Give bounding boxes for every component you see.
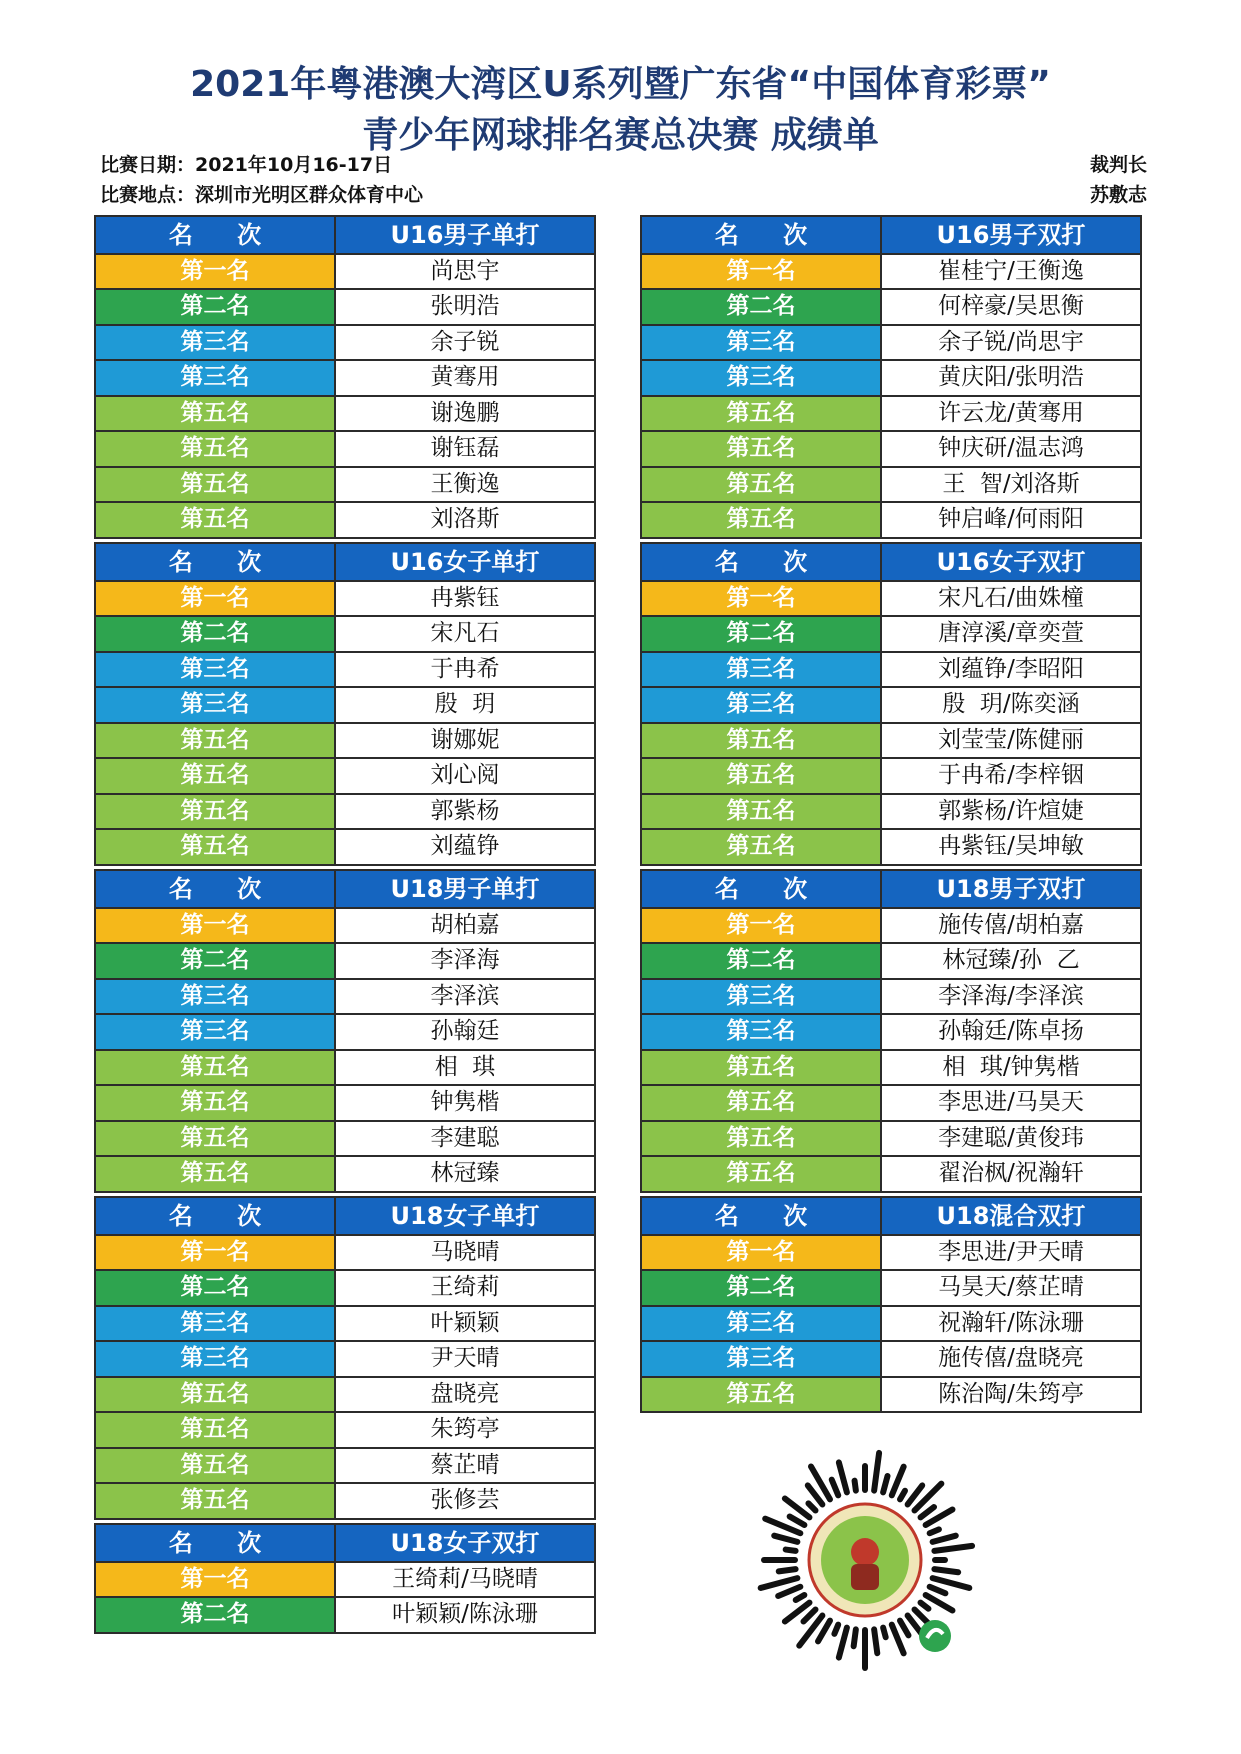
results-table-u16-boys-doubles (640, 215, 1142, 539)
rank-cell: 第二名 (96, 1598, 336, 1632)
rank-cell: 第三名 (642, 326, 882, 360)
player-name-cell: 郭紫杨 (336, 795, 594, 829)
rank-cell: 第五名 (96, 1157, 336, 1191)
table-row (96, 978, 594, 1014)
table-row (96, 1049, 594, 1085)
qr-ray (930, 1529, 939, 1533)
table-row (96, 686, 594, 722)
table-row (642, 615, 1140, 651)
table-row (96, 1411, 594, 1447)
table-row (96, 288, 594, 324)
player-name-cell: 宋凡石 (336, 617, 594, 651)
player-name-cell: 黄庆阳/张明浩 (882, 361, 1140, 395)
qr-ray (934, 1569, 958, 1572)
rank-cell: 第三名 (642, 653, 882, 687)
qr-ray (778, 1587, 800, 1596)
table-row (642, 942, 1140, 978)
table-header-row (642, 544, 1140, 580)
match-venue: 比赛地点：深圳市光明区群众体育中心 (100, 184, 424, 206)
table-header-row (96, 1525, 594, 1561)
player-name-cell: 钟庆研/温志鸿 (882, 432, 1140, 466)
player-name-cell: 王绮莉 (336, 1271, 594, 1305)
rank-cell: 第五名 (642, 1051, 882, 1085)
player-name-cell: 钟隽楷 (336, 1086, 594, 1120)
rank-cell: 第五名 (642, 795, 882, 829)
player-name-cell: 盘晓亮 (336, 1378, 594, 1412)
table-row (642, 793, 1140, 829)
player-name-cell: 林冠臻 (336, 1157, 594, 1191)
table-row (642, 828, 1140, 864)
player-name-cell: 张明浩 (336, 290, 594, 324)
rank-cell: 第二名 (96, 944, 336, 978)
rank-cell: 第五名 (96, 795, 336, 829)
table-row (96, 1084, 594, 1120)
table-row (96, 1482, 594, 1518)
player-name-cell: 冉紫钰/吴坤敏 (882, 830, 1140, 864)
results-table-u16-boys-singles (94, 215, 596, 539)
rank-cell: 第五名 (96, 1449, 336, 1483)
rank-cell: 第五名 (96, 1122, 336, 1156)
results-table-u18-boys-singles (94, 869, 596, 1193)
table-row (642, 1120, 1140, 1156)
qr-ray (839, 1462, 847, 1492)
player-name-cell: 李思进/尹天晴 (882, 1236, 1140, 1270)
results-table-u16-girls-singles (94, 542, 596, 866)
table-header-row (642, 217, 1140, 253)
player-name-cell: 刘心阅 (336, 759, 594, 793)
rank-cell: 第二名 (96, 290, 336, 324)
event-column-header: U16女子单打 (336, 544, 594, 580)
rank-cell: 第三名 (96, 1342, 336, 1376)
player-name-cell: 王衡逸 (336, 468, 594, 502)
results-table-u16-girls-doubles (640, 542, 1142, 866)
rank-cell: 第五名 (96, 1086, 336, 1120)
table-row (96, 615, 594, 651)
match-date: 比赛日期：2021年10月16-17日 (100, 154, 393, 176)
qr-ray (855, 1481, 856, 1491)
table-row (96, 1234, 594, 1270)
rank-cell: 第一名 (642, 582, 882, 616)
table-row (642, 253, 1140, 289)
table-row (642, 501, 1140, 537)
rank-cell: 第五名 (96, 397, 336, 431)
table-row (642, 651, 1140, 687)
qr-ray (921, 1603, 929, 1609)
table-row (642, 722, 1140, 758)
qr-ray (874, 1629, 877, 1653)
qr-ray (790, 1517, 805, 1526)
player-name-cell: 马晓晴 (336, 1236, 594, 1270)
table-row (642, 757, 1140, 793)
player-name-cell: 刘洛斯 (336, 503, 594, 537)
player-name-cell: 余子锐/尚思宇 (882, 326, 1140, 360)
table-row (96, 1596, 594, 1632)
event-column-header: U16女子双打 (882, 544, 1140, 580)
event-column-header: U18男子双打 (882, 871, 1140, 907)
rank-cell: 第五名 (642, 503, 882, 537)
table-row (642, 1155, 1140, 1191)
rank-cell: 第三名 (96, 653, 336, 687)
table-row (96, 324, 594, 360)
results-table-u18-mixed-doubles (640, 1196, 1142, 1413)
rank-column-header: 名 次 (96, 1525, 336, 1561)
table-row (96, 942, 594, 978)
table-row (96, 1120, 594, 1156)
table-row (96, 1447, 594, 1483)
rank-cell: 第五名 (642, 830, 882, 864)
table-row (642, 395, 1140, 431)
event-column-header: U18男子单打 (336, 871, 594, 907)
player-name-cell: 施传僖/胡柏嘉 (882, 909, 1140, 943)
player-name-cell: 王绮莉/马晓晴 (336, 1563, 594, 1597)
rank-cell: 第二名 (642, 290, 882, 324)
table-row (642, 466, 1140, 502)
table-row (96, 359, 594, 395)
rank-cell: 第五名 (96, 432, 336, 466)
qr-ray (933, 1536, 956, 1542)
player-name-cell: 谢逸鹏 (336, 397, 594, 431)
table-row (96, 253, 594, 289)
player-name-cell: 许云龙/黄骞用 (882, 397, 1140, 431)
player-name-cell: 马昊天/蔡芷晴 (882, 1271, 1140, 1305)
table-row (642, 1340, 1140, 1376)
rank-cell: 第五名 (642, 1157, 882, 1191)
qr-ray (921, 1507, 934, 1517)
rank-cell: 第五名 (642, 397, 882, 431)
player-name-cell: 李建聪/黄俊玮 (882, 1122, 1140, 1156)
rank-cell: 第三名 (642, 1015, 882, 1049)
table-header-row (96, 871, 594, 907)
table-row (96, 793, 594, 829)
table-row (96, 828, 594, 864)
player-name-cell: 胡柏嘉 (336, 909, 594, 943)
rank-column-header: 名 次 (642, 217, 882, 253)
player-name-cell: 陈治陶/朱筠亭 (882, 1378, 1140, 1412)
referee-name: 苏敷志 (1089, 184, 1147, 206)
player-name-cell: 殷 玥/陈奕涵 (882, 688, 1140, 722)
player-name-cell: 孙翰廷/陈卓扬 (882, 1015, 1140, 1049)
table-row (642, 430, 1140, 466)
rank-cell: 第二名 (642, 944, 882, 978)
table-row (96, 1305, 594, 1341)
table-header-row (96, 544, 594, 580)
event-column-header: U18女子单打 (336, 1198, 594, 1234)
player-name-cell: 于冉希 (336, 653, 594, 687)
table-row (96, 1376, 594, 1412)
qr-ray (874, 1453, 879, 1491)
qr-ray (900, 1621, 909, 1636)
player-name-cell: 相 琪/钟隽楷 (882, 1051, 1140, 1085)
rank-cell: 第五名 (642, 1378, 882, 1412)
player-name-cell: 蔡芷晴 (336, 1449, 594, 1483)
qr-ray (930, 1587, 946, 1594)
event-column-header: U18女子双打 (336, 1525, 594, 1561)
wechat-mini-program-code-icon[interactable] (745, 1440, 985, 1680)
player-name-cell: 何梓豪/吴思衡 (882, 290, 1140, 324)
rank-cell: 第三名 (642, 980, 882, 1014)
table-row (96, 907, 594, 943)
table-row (642, 324, 1140, 360)
rank-cell: 第一名 (96, 582, 336, 616)
rank-cell: 第五名 (642, 724, 882, 758)
rank-cell: 第二名 (642, 617, 882, 651)
rank-cell: 第三名 (642, 1307, 882, 1341)
table-row (642, 686, 1140, 722)
results-table-u18-girls-singles (94, 1196, 596, 1520)
rank-cell: 第五名 (96, 468, 336, 502)
player-name-cell: 谢娜妮 (336, 724, 594, 758)
player-name-cell: 崔桂宁/王衡逸 (882, 255, 1140, 289)
qr-ray (883, 1628, 886, 1638)
player-name-cell: 李建聪 (336, 1122, 594, 1156)
player-name-cell: 相 琪 (336, 1051, 594, 1085)
rank-cell: 第三名 (96, 1307, 336, 1341)
player-name-cell: 林冠臻/孙 乙 (882, 944, 1140, 978)
table-row (642, 1305, 1140, 1341)
qr-ray (834, 1625, 838, 1634)
player-name-cell: 祝瀚轩/陈泳珊 (882, 1307, 1140, 1341)
player-name-cell: 尚思宇 (336, 255, 594, 289)
rank-cell: 第五名 (96, 1378, 336, 1412)
table-row (96, 1013, 594, 1049)
rank-cell: 第二名 (96, 617, 336, 651)
table-row (96, 501, 594, 537)
referee-label: 裁判长 (1089, 154, 1147, 176)
player-name-cell: 李泽海/李泽滨 (882, 980, 1140, 1014)
rank-column-header: 名 次 (642, 544, 882, 580)
table-row (642, 580, 1140, 616)
table-row (96, 651, 594, 687)
qr-ray (854, 1629, 856, 1646)
event-column-header: U16男子双打 (882, 217, 1140, 253)
rank-cell: 第三名 (96, 361, 336, 395)
table-row (642, 907, 1140, 943)
rank-cell: 第五名 (96, 1051, 336, 1085)
rank-cell: 第三名 (96, 980, 336, 1014)
table-header-row (96, 1198, 594, 1234)
player-name-cell: 张修芸 (336, 1484, 594, 1518)
table-row (96, 466, 594, 502)
player-name-cell: 唐淳溪/章奕萱 (882, 617, 1140, 651)
player-name-cell: 刘莹莹/陈健丽 (882, 724, 1140, 758)
table-row (642, 1084, 1140, 1120)
rank-cell: 第五名 (96, 1413, 336, 1447)
table-row (96, 722, 594, 758)
player-name-cell: 冉紫钰 (336, 582, 594, 616)
rank-cell: 第五名 (96, 724, 336, 758)
rank-cell: 第一名 (642, 255, 882, 289)
page-title-line-1: 2021年粤港澳大湾区U系列暨广东省“中国体育彩票” (190, 64, 1051, 105)
rank-cell: 第一名 (96, 1563, 336, 1597)
player-name-cell: 宋凡石/曲姝橦 (882, 582, 1140, 616)
rank-cell: 第五名 (96, 1484, 336, 1518)
player-name-cell: 尹天晴 (336, 1342, 594, 1376)
qr-ray (900, 1491, 905, 1500)
qr-ray (774, 1536, 797, 1542)
table-row (642, 1234, 1140, 1270)
table-header-row (96, 217, 594, 253)
player-name-cell: 翟治枫/祝瀚轩 (882, 1157, 1140, 1191)
player-name-cell: 叶颖颖/陈泳珊 (336, 1598, 594, 1632)
player-name-cell: 钟启峰/何雨阳 (882, 503, 1140, 537)
rank-column-header: 名 次 (96, 544, 336, 580)
player-name-cell: 李泽滨 (336, 980, 594, 1014)
qr-ray (934, 1546, 972, 1551)
rank-column-header: 名 次 (96, 1198, 336, 1234)
rank-cell: 第一名 (642, 909, 882, 943)
table-row (642, 1269, 1140, 1305)
rank-cell: 第三名 (96, 326, 336, 360)
rank-cell: 第三名 (642, 688, 882, 722)
player-name-cell: 殷 玥 (336, 688, 594, 722)
event-column-header: U18混合双打 (882, 1198, 1140, 1234)
player-name-cell: 谢钰磊 (336, 432, 594, 466)
player-name-cell: 郭紫杨/许煊婕 (882, 795, 1140, 829)
rank-column-header: 名 次 (642, 871, 882, 907)
rank-cell: 第三名 (96, 688, 336, 722)
qr-ray (786, 1550, 796, 1551)
player-name-cell: 王 智/刘洛斯 (882, 468, 1140, 502)
rank-column-header: 名 次 (96, 871, 336, 907)
rank-cell: 第二名 (96, 1271, 336, 1305)
qr-ray (933, 1578, 970, 1588)
table-row (96, 1340, 594, 1376)
rank-cell: 第五名 (642, 1122, 882, 1156)
player-name-cell: 余子锐 (336, 326, 594, 360)
rank-cell: 第一名 (96, 1236, 336, 1270)
player-name-cell: 黄骞用 (336, 361, 594, 395)
page-title-line-2: 青少年网球排名赛总决赛 成绩单 (362, 115, 879, 156)
qr-ray (803, 1609, 815, 1621)
player-name-cell: 孙翰廷 (336, 1015, 594, 1049)
table-row (642, 359, 1140, 395)
table-row (96, 1561, 594, 1597)
rank-cell: 第三名 (642, 361, 882, 395)
rank-column-header: 名 次 (642, 1198, 882, 1234)
player-name-cell: 朱筠亭 (336, 1413, 594, 1447)
table-row (642, 1376, 1140, 1412)
event-column-header: U16男子单打 (336, 217, 594, 253)
rank-cell: 第五名 (642, 468, 882, 502)
table-row (642, 288, 1140, 324)
player-name-cell: 施传僖/盘晓亮 (882, 1342, 1140, 1376)
rank-cell: 第五名 (96, 503, 336, 537)
qr-ray (839, 1628, 847, 1658)
player-name-cell: 刘蕴铮/李昭阳 (882, 653, 1140, 687)
player-name-cell: 叶颖颖 (336, 1307, 594, 1341)
qr-ray (779, 1569, 796, 1571)
rank-cell: 第一名 (96, 909, 336, 943)
rank-cell: 第三名 (642, 1342, 882, 1376)
player-name-cell: 刘蕴铮 (336, 830, 594, 864)
rank-cell: 第一名 (96, 255, 336, 289)
rank-cell: 第三名 (96, 1015, 336, 1049)
qr-ray (761, 1578, 798, 1588)
qr-ray (883, 1476, 887, 1492)
qr-ray (808, 1503, 815, 1510)
rank-cell: 第五名 (96, 830, 336, 864)
table-header-row (642, 871, 1140, 907)
rank-cell: 第一名 (642, 1236, 882, 1270)
table-row (96, 580, 594, 616)
table-row (96, 1269, 594, 1305)
rank-cell: 第五名 (96, 759, 336, 793)
rank-cell: 第五名 (642, 759, 882, 793)
results-table-u18-boys-doubles (640, 869, 1142, 1193)
table-row (642, 1049, 1140, 1085)
table-row (96, 757, 594, 793)
table-row (96, 430, 594, 466)
table-row (96, 395, 594, 431)
rank-cell: 第二名 (642, 1271, 882, 1305)
table-row (642, 1013, 1140, 1049)
player-name-cell: 李泽海 (336, 944, 594, 978)
rank-cell: 第五名 (642, 1086, 882, 1120)
results-table-u18-girls-doubles (94, 1523, 596, 1634)
player-name-cell: 李思进/马昊天 (882, 1086, 1140, 1120)
qr-ray (796, 1595, 805, 1600)
table-row (96, 1155, 594, 1191)
rank-cell: 第五名 (642, 432, 882, 466)
table-header-row (642, 1198, 1140, 1234)
player-name-cell: 于冉希/李梓铟 (882, 759, 1140, 793)
rank-column-header: 名 次 (96, 217, 336, 253)
table-row (642, 978, 1140, 1014)
qr-ray (832, 1480, 839, 1496)
